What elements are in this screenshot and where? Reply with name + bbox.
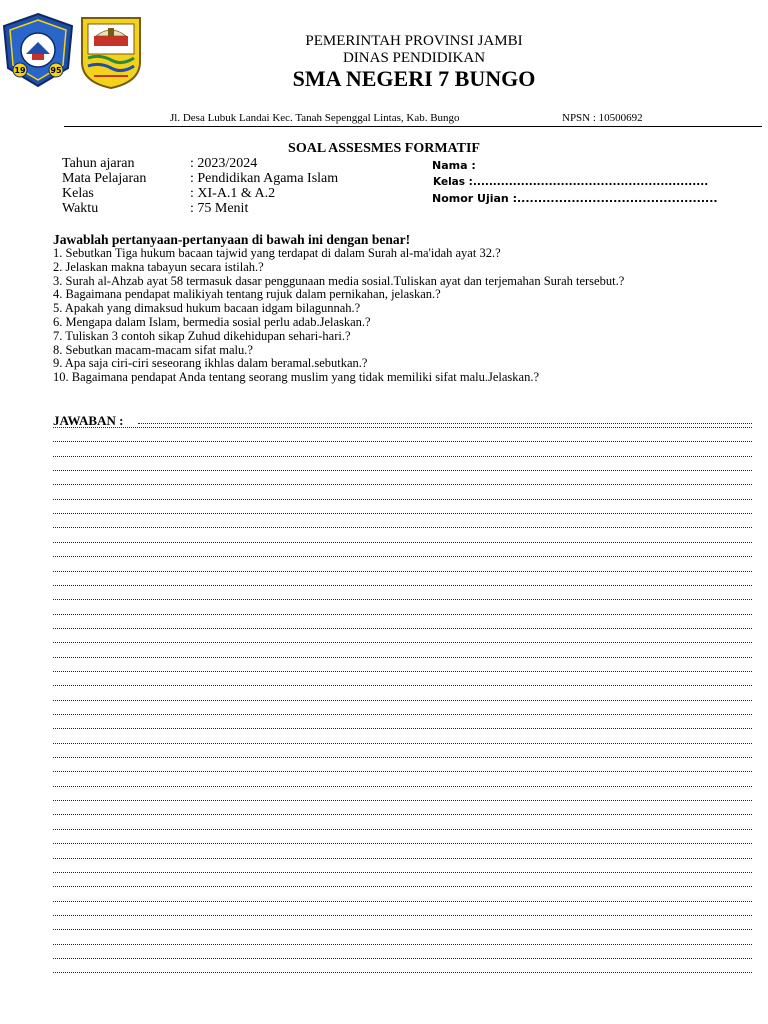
meta-label-subject: Mata Pelajaran: [62, 171, 147, 186]
answer-line: [53, 901, 752, 902]
meta-label-year: Tahun ajaran: [62, 156, 135, 171]
answer-line: [53, 527, 752, 528]
meta-value-time: : 75 Menit: [190, 201, 249, 216]
answer-line: [53, 757, 752, 758]
question-item: 4. Bagaimana pendapat malikiyah tentang rujuk dalam pernikahan, jelaskan.?: [53, 287, 441, 302]
answer-line: [53, 599, 752, 600]
answer-line: [53, 571, 752, 572]
school-name: SMA NEGERI 7 BUNGO: [292, 66, 536, 91]
answer-line: [53, 657, 752, 658]
question-list: [53, 247, 624, 385]
answer-line: [53, 585, 752, 586]
answer-line: [53, 427, 752, 428]
answer-line: [53, 972, 752, 973]
answer-line: [53, 470, 752, 471]
answer-line: [53, 556, 752, 557]
question-item: 1. Sebutkan Tiga hukum bacaan tajwid yang terdapat di dalam Surah al-ma'idah ayat 32.?: [53, 246, 501, 260]
meta-value-subject: : Pendidikan Agama Islam: [190, 171, 339, 186]
answer-line: [53, 771, 752, 772]
logo-year-left: 19: [14, 66, 26, 75]
answer-line: [53, 642, 752, 643]
question-item: 2. Jelaskan makna tabayun secara istilah.?: [53, 259, 264, 274]
answer-line: [53, 743, 752, 744]
question-item: 6. Mengapa dalam Islam, bermedia sosial perlu adab.Jelaskan.?: [53, 314, 371, 329]
answer-line: [53, 786, 752, 787]
npsn-number: NPSN : 10500692: [562, 112, 643, 124]
answer-line: [53, 814, 752, 815]
answer-line: [53, 944, 752, 945]
answer-line: [53, 456, 752, 457]
answer-line: [53, 858, 752, 859]
school-address: Jl. Desa Lubuk Landai Kec. Tanah Sepenggal Lintas, Kab. Bungo: [170, 112, 460, 124]
answer-line: [53, 685, 752, 686]
answer-line: [53, 614, 752, 615]
meta-value-class: : XI-A.1 & A.2: [190, 186, 276, 201]
answer-line: [53, 628, 752, 629]
answer-line: [53, 484, 752, 485]
student-name-field: Nama :: [432, 159, 476, 172]
answer-line: [53, 872, 752, 873]
answer-line: [53, 915, 752, 916]
answer-line: [53, 700, 752, 701]
department-line: DINAS PENDIDIKAN: [342, 50, 486, 66]
meta-value-year: : 2023/2024: [190, 156, 258, 171]
question-item: 5. Apakah yang dimaksud hukum bacaan idgam bilagunnah.?: [53, 301, 361, 316]
document-title: SOAL ASSESMES FORMATIF: [288, 141, 480, 156]
question-item: 8. Sebutkan macam-macam sifat malu.?: [53, 342, 253, 357]
answer-line: [53, 800, 752, 801]
question-item: 3. Surah al-Ahzab ayat 58 termasuk dasar penggunaan media sosial.Tuliskan ayat dan terjemahan Surah tersebut.?: [53, 273, 625, 288]
government-line: PEMERINTAH PROVINSI JAMBI: [305, 33, 523, 49]
answer-line: [53, 958, 752, 959]
exam-number-field: Nomor Ujian :................................................: [432, 192, 718, 205]
answer-line: [53, 929, 752, 930]
logo-year-right: 95: [50, 66, 62, 75]
answer-line: [53, 728, 752, 729]
answer-label: JAWABAN :: [53, 413, 124, 428]
answer-line: [53, 499, 752, 500]
answer-line: [53, 542, 752, 543]
answer-line: [138, 423, 752, 424]
meta-label-class: Kelas: [62, 186, 94, 201]
meta-label-time: Waktu: [62, 201, 99, 216]
answer-line: [53, 843, 752, 844]
question-item: 7. Tuliskan 3 contoh sikap Zuhud dikehidupan sehari-hari.?: [53, 328, 351, 343]
header-divider: [64, 126, 762, 127]
answer-line: [53, 441, 752, 442]
answer-line: [53, 671, 752, 672]
instruction-text: Jawablah pertanyaan-pertanyaan di bawah ini dengan benar!: [53, 232, 411, 247]
answer-line: [53, 513, 752, 514]
question-item: 10. Bagaimana pendapat Anda tentang seorang muslim yang tidak memiliki sifat malu.Jelaskan.?: [53, 370, 539, 385]
question-item: 9. Apa saja ciri-ciri seseorang ikhlas dalam beramal.sebutkan.?: [53, 356, 368, 371]
student-class-field: Kelas :...........................................................: [433, 176, 709, 188]
answer-line: [53, 829, 752, 830]
answer-line: [53, 886, 752, 887]
answer-line: [53, 714, 752, 715]
